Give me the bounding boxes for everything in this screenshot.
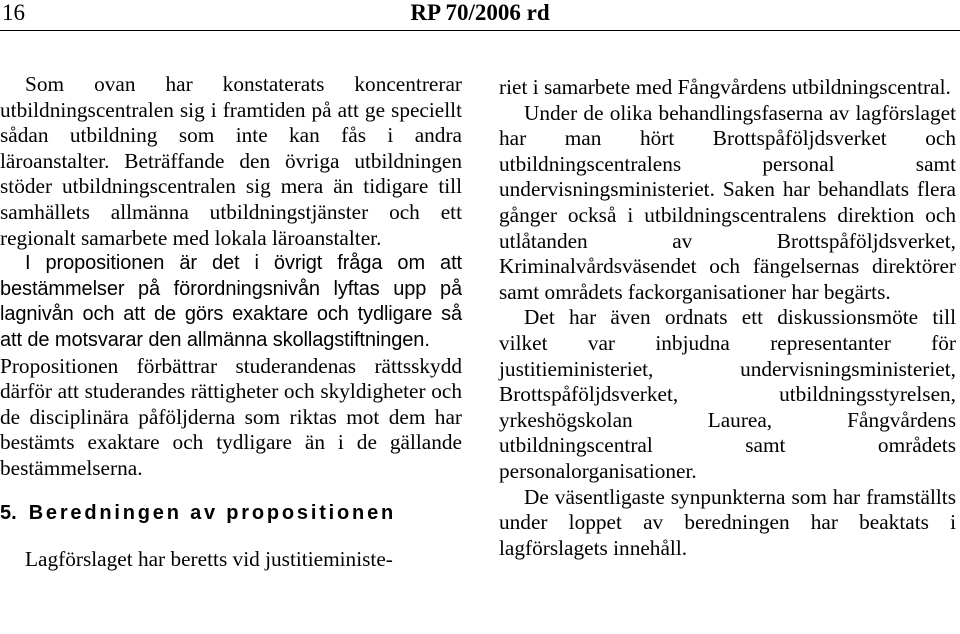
left-column — [0, 72, 462, 572]
paragraph-regulations: I propositionen är det i övrigt fråga om att bestämmelser på förordningsnivån lyftas upp på lagnivån och att de görs exaktare och tydligare så att de motsvarar den allmänna skollagstiftningen. — [0, 252, 462, 351]
paragraph-legal-protection: Propositionen förbättrar studerandenas rättsskydd därför att studerandes rättigheter och skyldigheter och de disciplinära påföljderna som riktas mot dem har bestämts exaktare och tydligare än i de gällande bestämmelserna. — [0, 353, 462, 480]
paragraph-intro: Som ovan har konstaterats koncentrerar utbildningscentralen sig i framtiden på att ge speciellt sådan utbildning som inte kan fås i andra läroanstalter. Beträffande den övriga utbildningen stöder utbildningscentralen sig mera än tidigare till samhällets allmänna utbildningstjänster och ett regionalt samarbete med lokala läroanstalter. — [0, 72, 462, 250]
running-head: RP 70/2006 rd — [410, 0, 550, 25]
section-number: 5. — [0, 501, 17, 524]
section-title: Beredningen av propositionen — [28, 501, 397, 524]
paragraph-continuation: riet i samarbete med Fångvårdens utbildningscentral. — [499, 75, 951, 99]
paragraph-preparation-start: Lagförslaget har beretts vid justitieministe- — [25, 546, 393, 571]
page-header — [0, 0, 960, 28]
right-column — [499, 75, 956, 561]
paragraph-conclusion: De väsentligaste synpunkterna som har framställts under loppet av beredningen har beaktats i lagförslagets innehåll. — [499, 484, 956, 560]
section-heading — [0, 500, 462, 526]
page-number: 16 — [2, 0, 25, 25]
header-rule — [0, 30, 960, 31]
paragraph-meeting: Det har även ordnats ett diskussionsmöte till vilket var inbjudna representanter för justitieministeriet, undervisningsministeriet, Brottspåföljdsverket, utbildningsstyrelsen, yrkeshögskolan Laurea, Fångvårdens utbildningscentral samt områdets personalorganisationer. — [499, 305, 956, 483]
paragraph-consultation: Under de olika behandlingsfaserna av lagförslaget har man hört Brottspåföljdsverket och utbildningscentralens personal samt undervisningsministeriet. Saken har behandlats flera gånger också i utbildningscentralens direktion och utlåtanden av Brottspåföljdsverket, Kriminalvårdsväsendet och fängelsernas direktörer samt områdets fackorganisationer har begärts. — [499, 100, 956, 304]
